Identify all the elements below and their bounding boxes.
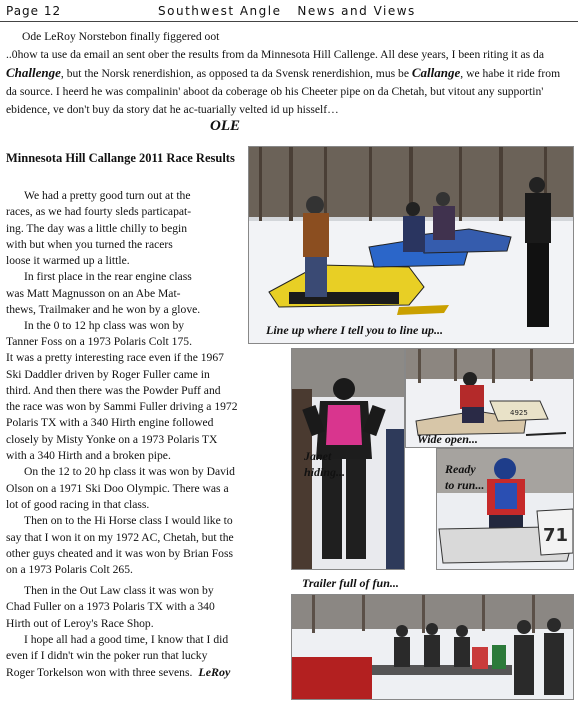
article-line: lot of good racing in that class. — [6, 497, 150, 511]
ole-em-callange: Callange — [411, 65, 461, 80]
article-line: Polaris TX with a 340 Hirth engine followed — [6, 416, 214, 430]
article-column-1 — [6, 188, 242, 335]
article-line: say that I won it on my 1972 AC, Chetah, but the — [6, 530, 234, 544]
article-line: thews, Trailmaker and he won by a glove. — [6, 303, 201, 317]
article-line: other guys cheated and it was won by Brian Foss — [6, 546, 234, 560]
article-line: the race was won by Sammi Fuller driving a 1972 — [6, 400, 238, 414]
caption-janet: Janet hiding... — [304, 449, 346, 479]
article-line: with but when you turned the racers — [6, 237, 173, 251]
caption-ready-to-run: Ready to run... — [445, 462, 485, 492]
article-title: Minnesota Hill Callange 2011 Race Results — [6, 151, 235, 165]
leroy-signature: LeRoy — [198, 665, 231, 680]
caption-lineup: Line up where I tell you to line up... — [266, 323, 444, 337]
article-line: third. And then there was the Powder Puff and — [6, 383, 221, 397]
ole-signature: OLE — [210, 118, 240, 134]
article-line: It was a pretty interesting race even if the 1967 — [6, 351, 224, 365]
article-line: Then in the Out Law class it was won by — [24, 584, 214, 597]
caption-trailer: Trailer full of fun... — [302, 576, 399, 590]
article-line: In the 0 to 12 hp class was won by — [24, 319, 185, 333]
article-line: In first place in the rear engine class — [24, 270, 192, 284]
article-line: Olson on a 1971 Ski Doo Olympic. There was a — [6, 481, 229, 495]
article-line: Hirth out of Leroy's Race Shop. — [6, 616, 154, 630]
plate-number: 4925 — [510, 409, 528, 417]
article-column-3 — [6, 583, 288, 682]
article-line: loose it warmed up a little. — [6, 254, 130, 268]
article-line: races, as we had fourty sleds particapat- — [6, 205, 192, 219]
ole-em-challenge: Challenge — [6, 65, 61, 80]
ole-letter-body-c: , we habe it ride from da source. I heerd he was compalinin' aboot da coberage ob his Cheeter pipe on da Chetah, but vitout any supportin' ebidence, ve don't buy da story dat he ac-tuarially velted id up hisself… — [6, 67, 561, 116]
photo-trailer — [291, 594, 574, 700]
article-line: Chad Fuller on a 1973 Polaris TX with a 340 — [6, 600, 215, 614]
article-column-2 — [6, 334, 288, 578]
ole-letter-line1: Ode LeRoy Norstebon finally figgered oot — [22, 30, 220, 43]
article-line: Ski Daddler driven by Roger Fuller came in — [6, 367, 210, 381]
article-line: with a 340 Hirth and a broken pipe. — [6, 449, 171, 463]
article-line: closely by Misty Yonke on a 1973 Polaris TX — [6, 432, 218, 446]
ole-letter-body-a: ..0how ta use da email an sent ober the results from da Minnesota Hill Callenge. All dese years, I been riting it as da — [6, 48, 544, 61]
masthead: Southwest Angle News and Views — [158, 4, 416, 18]
article-line: Roger Torkelson won with three sevens. LeRoy — [6, 665, 231, 680]
article-line: ing. The day was a little chilly to begin — [6, 221, 188, 235]
article-line: was Matt Magnusson on an Abe Mat- — [6, 286, 181, 300]
article-line: Then on to the Hi Horse class I would like to — [24, 514, 233, 528]
caption-wide-open: Wide open... — [417, 432, 478, 446]
sled-number: 71 — [543, 525, 569, 546]
article-line: I hope all had a good time, I know that I did — [24, 632, 229, 646]
ole-letter-body-b: , but the Norsk renerdishion, as opposed ta da Svensk renerdishion, mus be — [60, 67, 412, 80]
ole-letter — [6, 28, 572, 119]
photo-lineup — [248, 146, 574, 344]
article-line: On the 12 to 20 hp class it was won by David — [24, 465, 235, 479]
article-line: even if I didn't win the poker run that lucky — [6, 649, 208, 663]
page-header — [0, 0, 578, 22]
article-line: We had a pretty good turn out at the — [24, 189, 191, 202]
page-number: Page 12 — [6, 4, 62, 18]
article-line: Tanner Foss on a 1973 Polaris Colt 175. — [6, 335, 192, 348]
article-line: on a 1973 Polaris Colt 265. — [6, 563, 133, 577]
